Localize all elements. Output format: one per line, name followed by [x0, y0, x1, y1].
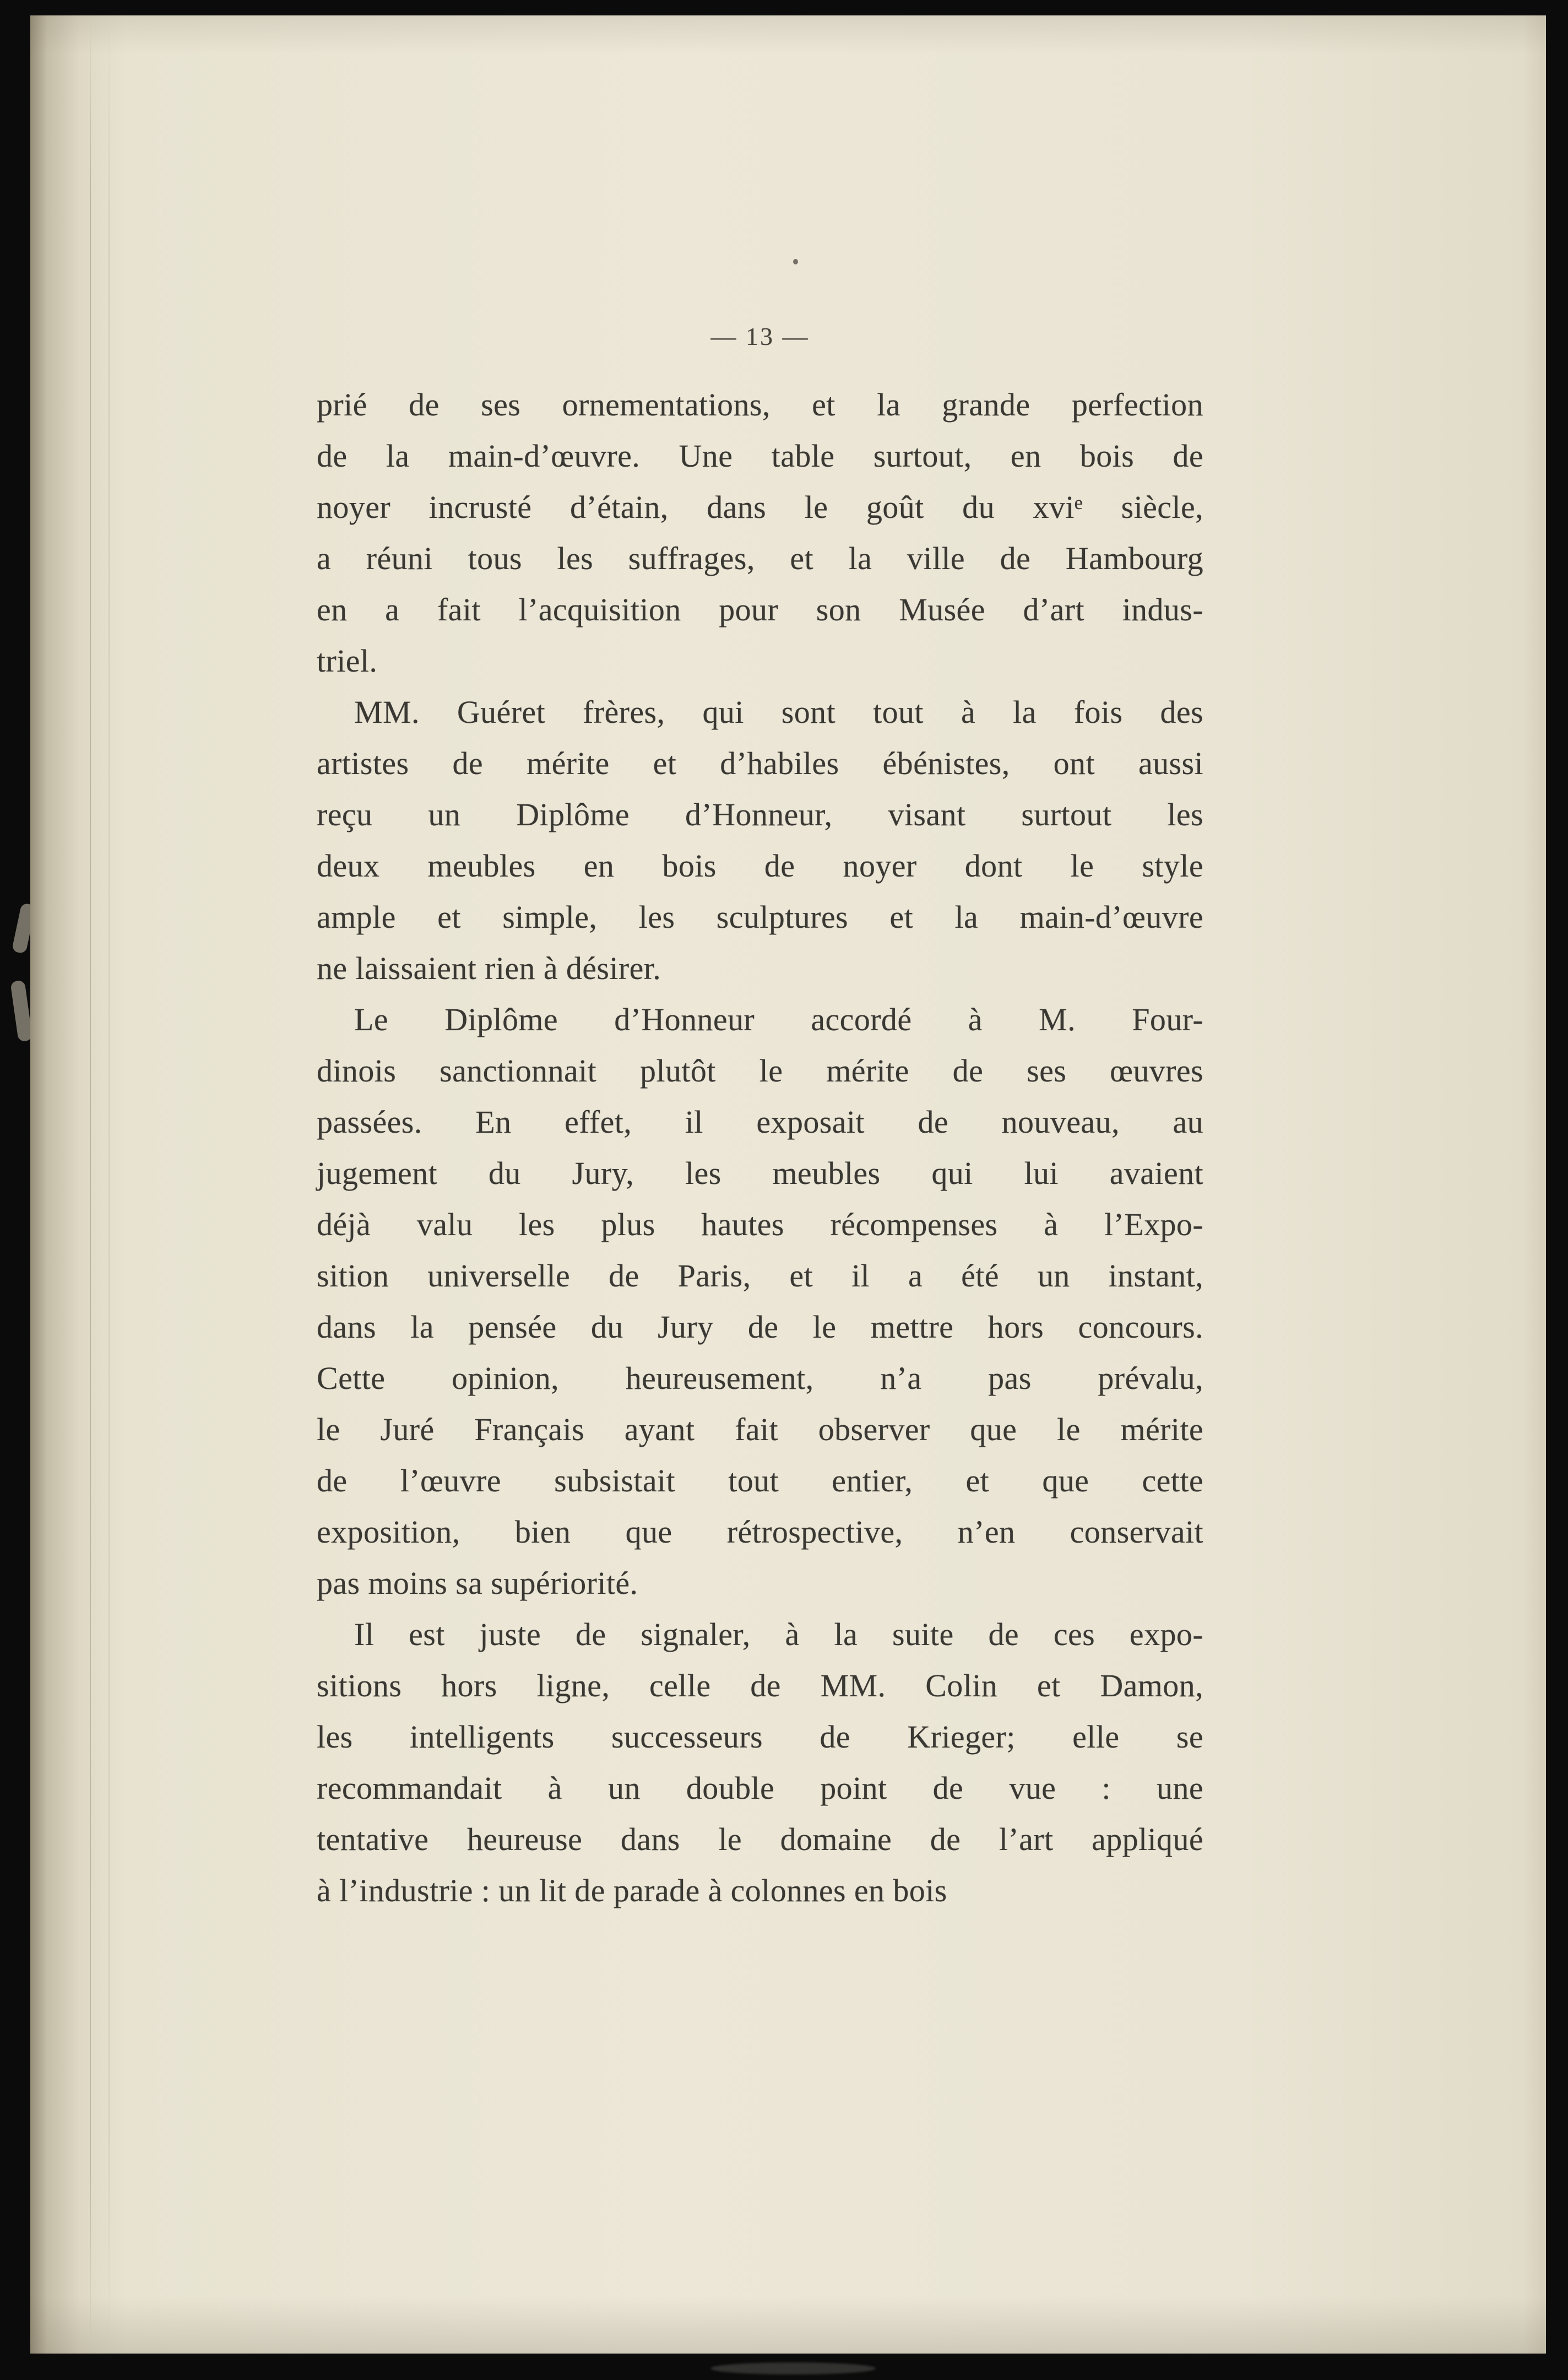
- text-line: Le Diplôme d’Honneur accordé à M. Four-: [354, 1002, 1203, 1037]
- text-line: deux meubles en bois de noyer dont le style: [317, 848, 1203, 884]
- text-line: Cette opinion, heureusement, n’a pas prévalu,: [317, 1360, 1203, 1396]
- text-line: dans la pensée du Jury de le mettre hors concours.: [317, 1309, 1203, 1345]
- binding-thread-mark: [10, 980, 32, 1042]
- text-line: triel.: [317, 643, 378, 679]
- text-line: de la main-d’œuvre. Une table surtout, en bois de: [317, 438, 1203, 474]
- text-line: ne laissaient rien à désirer.: [317, 950, 661, 986]
- text-line: les intelligents successeurs de Krieger; elle se: [317, 1719, 1203, 1755]
- text-line: prié de ses ornementations, et la grande perfection: [317, 387, 1203, 423]
- text-line: Il est juste de signaler, à la suite de ces expo-: [354, 1616, 1203, 1652]
- text-line: exposition, bien que rétrospective, n’en conservait: [317, 1514, 1203, 1550]
- text-line: reçu un Diplôme d’Honneur, visant surtout les: [317, 797, 1203, 832]
- text-line: jugement du Jury, les meubles qui lui avaient: [317, 1155, 1203, 1191]
- body-text: [317, 379, 1203, 1916]
- paragraph: [317, 686, 1203, 994]
- text-line: à l’industrie : un lit de parade à colonnes en bois: [317, 1873, 947, 1908]
- text-line: a réuni tous les suffrages, et la ville de Hambourg: [317, 540, 1203, 576]
- text-line: sition universelle de Paris, et il a été un instant,: [317, 1258, 1203, 1294]
- text-line: artistes de mérite et d’habiles ébénistes, ont aussi: [317, 745, 1203, 781]
- page-number: — 13 —: [710, 322, 810, 350]
- text-line: sitions hors ligne, celle de MM. Colin et Damon,: [317, 1668, 1203, 1703]
- text-line: ample et simple, les sculptures et la main-d’œuvre: [317, 899, 1203, 935]
- text-line: noyer incrusté d’étain, dans le goût du xviᵉ siècle,: [317, 489, 1203, 525]
- text-line: dinois sanctionnait plutôt le mérite de ses œuvres: [317, 1053, 1203, 1089]
- book-page: [30, 15, 1546, 2354]
- text-line: pas moins sa supériorité.: [317, 1565, 638, 1601]
- paragraph: [317, 379, 1203, 686]
- text-line: tentative heureuse dans le domaine de l’art appliqué: [317, 1821, 1203, 1857]
- text-line: en a fait l’acquisition pour son Musée d’art indus-: [317, 592, 1203, 628]
- paragraph: [317, 994, 1203, 1609]
- text-line: recommandait à un double point de vue : une: [317, 1770, 1203, 1806]
- text-line: déjà valu les plus hautes récompenses à l’Expo-: [317, 1207, 1203, 1242]
- text-line: passées. En effet, il exposait de nouveau, au: [317, 1104, 1203, 1140]
- text-line: de l’œuvre subsistait tout entier, et que cette: [317, 1463, 1203, 1499]
- text-line: le Juré Français ayant fait observer que le mérite: [317, 1411, 1203, 1447]
- text-line: MM. Guéret frères, qui sont tout à la fois des: [354, 694, 1203, 730]
- scan-smudge: [710, 2362, 876, 2374]
- scan-speck: [793, 259, 798, 264]
- paragraph: [317, 1609, 1203, 1916]
